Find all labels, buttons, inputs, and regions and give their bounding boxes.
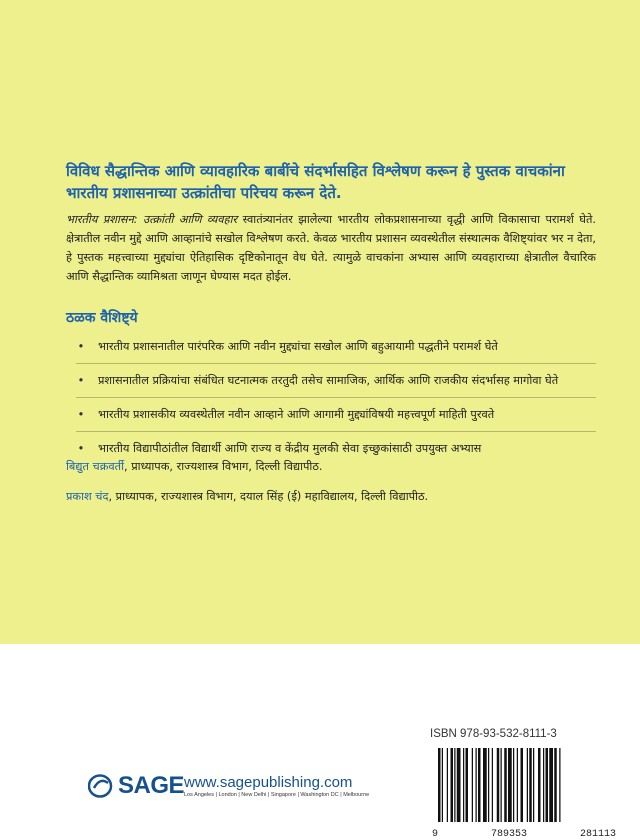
barcode-bar xyxy=(529,748,532,822)
barcode-bar xyxy=(559,748,560,822)
features-heading: ठळक वैशिष्ट्ये xyxy=(66,310,138,326)
book-title: भारतीय प्रशासन: उत्क्रांती आणि व्यवहार xyxy=(66,213,238,226)
intro-paragraph xyxy=(66,210,596,286)
barcode-bar xyxy=(483,748,487,822)
feature-item xyxy=(76,364,596,398)
barcode-bar xyxy=(549,748,553,822)
barcode-bars-icon xyxy=(430,746,618,826)
barcode-bar xyxy=(533,748,534,822)
author-details: , प्राध्यापक, राज्यशास्त्र विभाग, दिल्ली विद्यापीठ. xyxy=(124,460,323,473)
barcode-bar xyxy=(501,748,502,822)
barcode-bar xyxy=(451,748,454,822)
barcode xyxy=(430,746,618,840)
publisher-info xyxy=(184,774,369,798)
headline-blurb: विविध सैद्धान्तिक आणि व्यावहारिक बाबींचे संदर्भासहित विश्लेषण करून हे पुस्तक वाचकांना भारतीय प्रशासनाच्या उत्क्रांतीचा परिचय करून देते. xyxy=(66,162,565,202)
author-name: बिद्युत चक्रवर्ती xyxy=(66,460,125,473)
author-details: , प्राध्यापक, राज्यशास्त्र विभाग, दयाल सिंह (ई) महाविद्यालय, दिल्ली विद्यापीठ. xyxy=(108,490,429,503)
bullet-icon: • xyxy=(77,374,85,387)
barcode-digits xyxy=(430,829,618,840)
author-line xyxy=(66,489,428,504)
barcode-bar xyxy=(497,748,500,822)
barcode-bar xyxy=(463,748,464,822)
feature-item xyxy=(76,398,596,432)
barcode-bar xyxy=(492,748,493,822)
bullet-icon: • xyxy=(77,408,85,421)
sage-emblem-icon xyxy=(88,774,114,798)
barcode-digit-group: 281113 xyxy=(579,829,616,840)
barcode-bar xyxy=(466,748,469,822)
barcode-bar xyxy=(472,748,473,822)
sage-logo xyxy=(88,772,184,800)
bullet-icon: • xyxy=(77,340,85,353)
feature-text: भारतीय प्रशासकीय व्यवस्थेतील नवीन आव्हाने आणि आगामी मुद्द्यांविषयी महत्त्वपूर्ण माहिती पुरवते xyxy=(98,408,495,421)
barcode-bar xyxy=(554,748,557,822)
bullet-icon: • xyxy=(77,442,85,455)
barcode-bar xyxy=(476,748,477,822)
isbn-block xyxy=(430,728,630,840)
barcode-digit-group: 789353 xyxy=(490,829,527,840)
barcode-bar xyxy=(513,748,514,822)
sage-logo-text: SAGE xyxy=(118,772,185,799)
author-line xyxy=(66,459,323,474)
barcode-bar xyxy=(442,748,443,822)
barcode-digit-group: 9 xyxy=(432,829,439,840)
barcode-bar xyxy=(538,748,541,822)
barcode-bar xyxy=(527,748,528,822)
barcode-bar xyxy=(454,748,455,822)
feature-text: प्रशासनातील प्रक्रियांचा संबंधित घटनात्मक तरतुदी तसेच सामाजिक, आर्थिक आणि राजकीय संदर्भासह मागोवा घेते xyxy=(98,374,559,387)
barcode-bar xyxy=(543,748,544,822)
barcode-bar xyxy=(438,748,441,822)
author-name: प्रकाश चंद xyxy=(66,490,109,503)
features-list xyxy=(76,330,596,465)
feature-item xyxy=(76,330,596,364)
barcode-bar xyxy=(521,748,524,822)
isbn-number: ISBN 978-93-532-8111-3 xyxy=(430,728,557,740)
barcode-bar xyxy=(478,748,481,822)
publisher-cities: Los Angeles | London | New Delhi | Singapore | Washington DC | Melbourne xyxy=(184,792,370,798)
feature-text: भारतीय प्रशासनातील पारंपरिक आणि नवीन मुद्द्यांचा सखोल आणि बहुआयामी पद्धतीने परामर्श घेते xyxy=(98,340,498,353)
intro-text: स्वातंत्र्यानंतर झालेल्या भारतीय लोकप्रशासनाच्या वृद्धी आणि विकासाचा परामर्श घेते. क्षेत्रातील नवीन मुद्दे आणि आव्हानांचे सखोल विश्लेषण करते. केवळ भारतीय प्रशासन व्यवस्थेतील संस्थात्मक वैशिष्ट्यांवर भर न देता, हे पुस्तक महत्त्वाच्या मुद्द्यांचा ऐतिहासिक दृष्टिकोनातून वेध घेते. त्यामुळे वाचकांना अभ्यास आणि व्यवहाराच्या क्षेत्रातील वैचारिक आणि सैद्धान्तिक व्यामिश्रता जाणून घेण्यास मदत होईल. xyxy=(66,213,596,283)
barcode-bar xyxy=(447,748,448,822)
feature-text: भारतीय विद्यापीठांतील विद्यार्थी आणि राज्य व केंद्रीय मुलकी सेवा इच्छुकांसाठी उपयुक्त अभ्यास xyxy=(98,442,482,455)
barcode-bar xyxy=(457,748,461,822)
barcode-bar xyxy=(508,748,512,822)
barcode-bar xyxy=(546,748,549,822)
publisher-website[interactable]: www.sagepublishing.com xyxy=(184,774,353,791)
barcode-bar xyxy=(488,748,489,822)
barcode-bar xyxy=(517,748,518,822)
barcode-bar xyxy=(504,748,507,822)
